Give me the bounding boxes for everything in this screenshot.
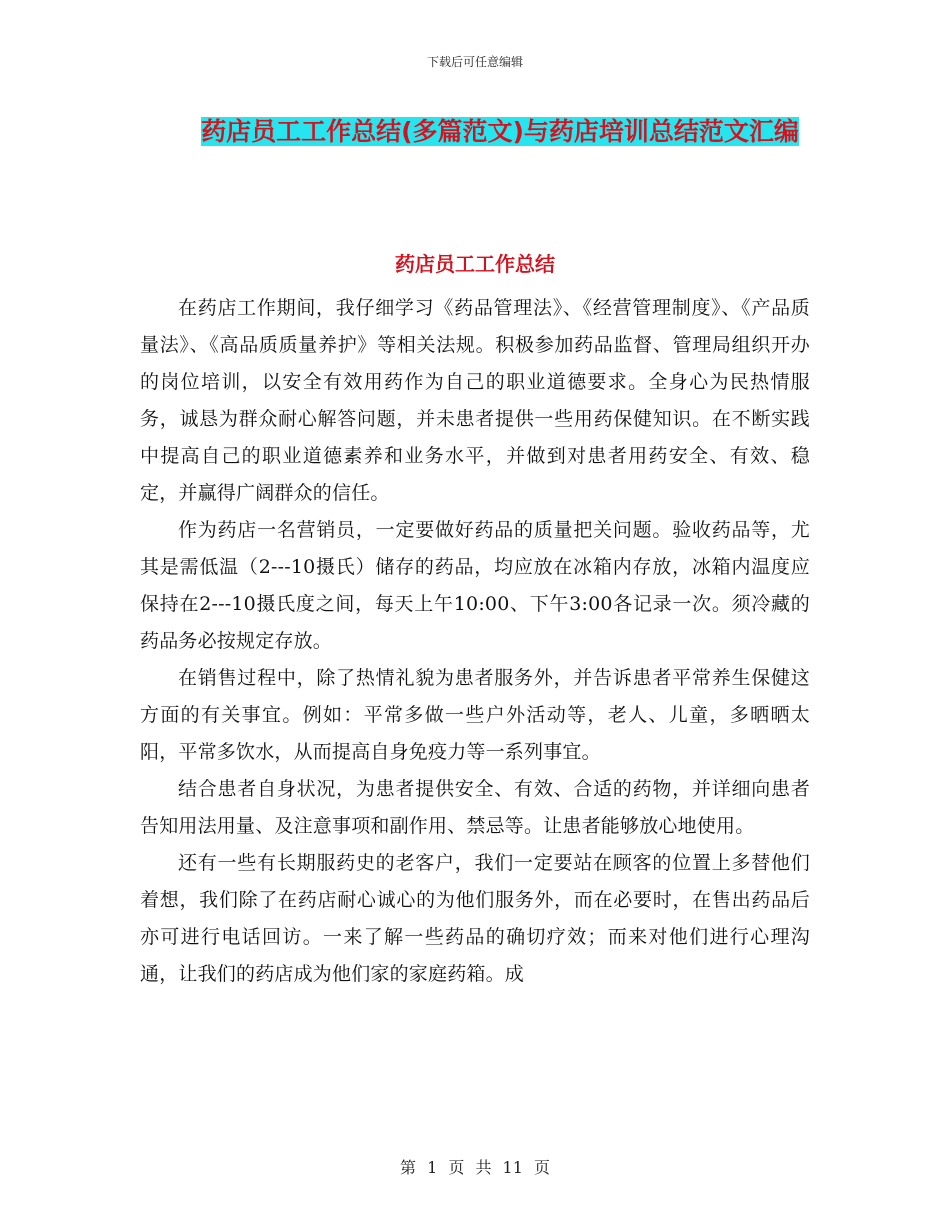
body-paragraph: 结合患者自身状况，为患者提供安全、有效、合适的药物，并详细向患者告知用法用量、及注意事项和副作用、禁忌等。让患者能够放心地使用。: [140, 778, 810, 837]
document-title: [190, 108, 810, 155]
section-title: 药店员工工作总结: [395, 252, 555, 276]
document-body: [140, 290, 810, 993]
body-paragraph: 作为药店一名营销员，一定要做好药品的质量把关问题。验收药品等，尤其是需低温（2---10摄氏）储存的药品，均应放在冰箱内存放，冰箱内温度应保持在2---10摄氏度之间，每天上午10:00、下午3:00各记录一次。须冷藏的药品务必按规定存放。: [140, 519, 810, 652]
body-paragraph: 在药店工作期间，我仔细学习《药品管理法》、《经营管理制度》、《产品质量法》、《高品质质量养护》等相关法规。积极参加药品监督、管理局组织开办的岗位培训，以安全有效用药作为自己的职业道德要求。全身心为民热情服务，诚恳为群众耐心解答问题，并未患者提供一些用药保健知识。在不断实践中提高自己的职业道德素养和业务水平，并做到对患者用药安全、有效、稳定，并赢得广阔群众的信任。: [140, 297, 810, 504]
page-number: 第 1 页 共 11 页: [400, 1158, 550, 1177]
document-title-text: 药店员工工作总结(多篇范文)与药店培训总结范文汇编: [201, 117, 799, 146]
body-paragraph: 在销售过程中，除了热情礼貌为患者服务外，并告诉患者平常养生保健这方面的有关事宜。例如：平常多做一些户外活动等，老人、儿童，多晒晒太阳，平常多饮水，从而提高自身免疫力等一系列事宜。: [140, 667, 810, 763]
body-paragraph: 还有一些有长期服药史的老客户，我们一定要站在顾客的位置上多替他们着想，我们除了在药店耐心诚心的为他们服务外，而在必要时，在售出药品后亦可进行电话回访。一来了解一些药品的确切疗效；而来对他们进行心理沟通，让我们的药店成为他们家的家庭药箱。成: [140, 852, 810, 985]
header-note: 下载后可任意编辑: [426, 55, 523, 69]
